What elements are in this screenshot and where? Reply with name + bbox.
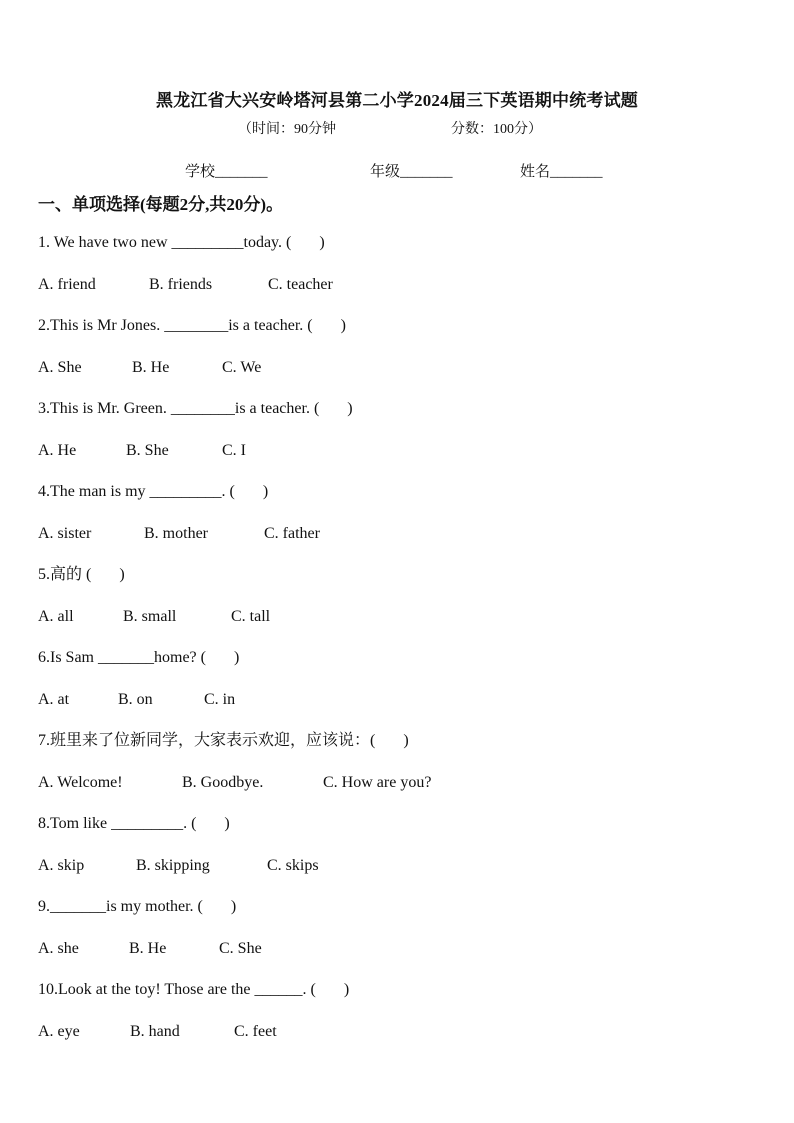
option-a: A. Welcome!: [38, 773, 123, 791]
question-item: [38, 810, 758, 893]
grade-field: 年级_______: [370, 164, 453, 180]
question-stem: 4.The man is my _________. ( ): [38, 483, 269, 500]
option-a: A. eye: [38, 1022, 80, 1040]
option-c: C. father: [264, 524, 320, 542]
option-a: A. skip: [38, 856, 85, 874]
question-stem: 7.班里来了位新同学，大家表示欢迎，应该说：( ): [38, 732, 409, 749]
question-options: [38, 520, 758, 562]
question-options: [38, 852, 758, 894]
question-stem: 1. We have two new _________today. ( ): [38, 234, 325, 251]
question-list: [38, 229, 758, 1059]
option-b: B. He: [129, 939, 167, 957]
school-field: 学校_______: [185, 164, 268, 180]
exam-score: 分数：100分）: [451, 122, 542, 137]
option-c: C. I: [222, 441, 246, 459]
question-item: [38, 727, 758, 810]
option-b: B. friends: [149, 275, 213, 293]
option-c: C. teacher: [268, 275, 333, 293]
option-a: A. She: [38, 358, 82, 376]
option-c: C. How are you?: [323, 773, 432, 791]
option-a: A. friend: [38, 275, 96, 293]
option-a: A. He: [38, 441, 77, 459]
question-item: [38, 644, 758, 727]
section-title: 一、单项选择(每题2分,共20分)。: [38, 195, 284, 214]
question-stem: 9._______is my mother. ( ): [38, 898, 237, 915]
question-item: [38, 312, 758, 395]
option-b: B. Goodbye.: [182, 773, 264, 791]
option-b: B. She: [126, 441, 169, 459]
name-field: 姓名_______: [520, 164, 603, 180]
option-a: A. at: [38, 690, 70, 708]
option-c: C. in: [204, 690, 236, 708]
question-item: [38, 561, 758, 644]
option-b: B. small: [123, 607, 177, 625]
question-stem: 3.This is Mr. Green. ________is a teacher. ( ): [38, 400, 353, 417]
option-c: C. feet: [234, 1022, 277, 1040]
question-item: [38, 976, 758, 1059]
question-stem: 6.Is Sam _______home? ( ): [38, 649, 240, 666]
option-a: A. she: [38, 939, 79, 957]
option-a: A. all: [38, 607, 74, 625]
question-item: [38, 395, 758, 478]
question-options: [38, 935, 758, 977]
question-options: [38, 686, 758, 728]
question-stem: 5.高的 ( ): [38, 566, 125, 583]
question-stem: 8.Tom like _________. ( ): [38, 815, 230, 832]
question-options: [38, 1018, 758, 1060]
option-b: B. skipping: [136, 856, 210, 874]
question-options: [38, 437, 758, 479]
option-c: C. We: [222, 358, 262, 376]
option-b: B. He: [132, 358, 170, 376]
question-item: [38, 893, 758, 976]
question-item: [38, 229, 758, 312]
option-c: C. She: [219, 939, 262, 957]
option-c: C. skips: [267, 856, 319, 874]
question-options: [38, 769, 758, 811]
question-stem: 2.This is Mr Jones. ________is a teacher. ( ): [38, 317, 346, 334]
question-options: [38, 354, 758, 396]
option-a: A. sister: [38, 524, 92, 542]
option-b: B. mother: [144, 524, 208, 542]
option-c: C. tall: [231, 607, 271, 625]
option-b: B. hand: [130, 1022, 180, 1040]
exam-time: （时间：90分钟: [238, 122, 336, 137]
question-options: [38, 603, 758, 645]
question-item: [38, 478, 758, 561]
question-stem: 10.Look at the toy! Those are the ______. ( ): [38, 981, 350, 998]
exam-title: 黑龙江省大兴安岭塔河县第二小学2024届三下英语期中统考试题: [156, 91, 638, 110]
option-b: B. on: [118, 690, 153, 708]
question-options: [38, 271, 758, 313]
